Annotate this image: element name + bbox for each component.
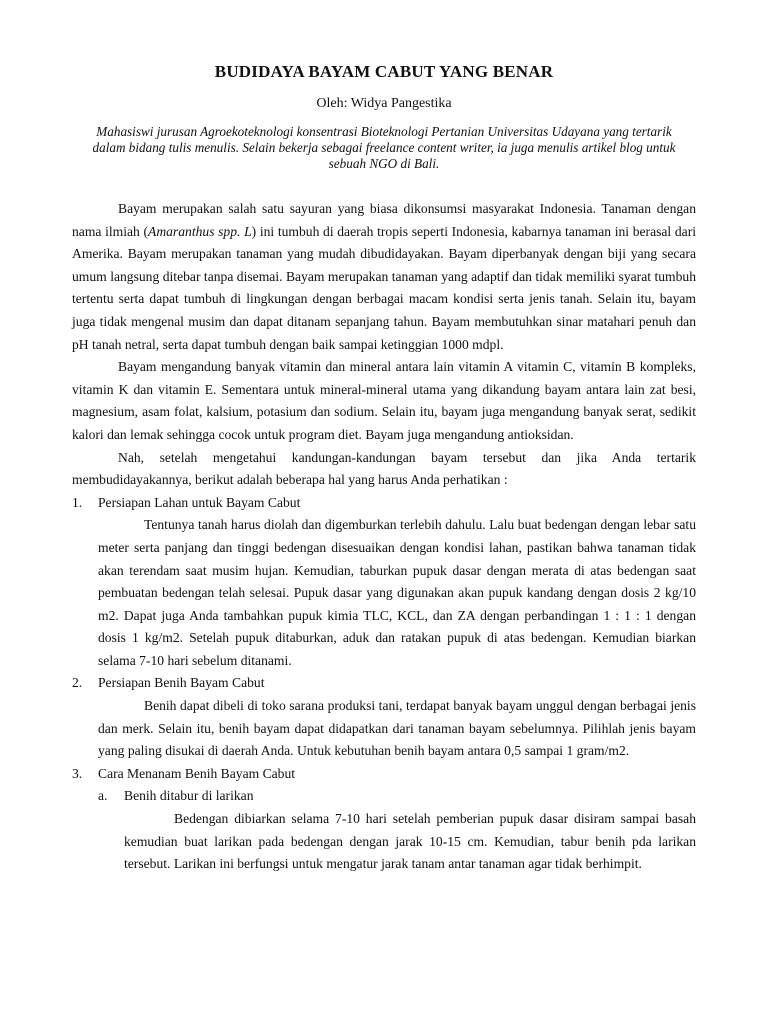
section-heading-2 <box>72 672 696 695</box>
section-title: Persiapan Lahan untuk Bayam Cabut <box>98 494 301 510</box>
section-body-2: Benih dapat dibeli di toko sarana produksi tani, terdapat banyak bayam unggul dengan berbagai jenis dan merk. Selain itu, benih bayam dapat didapatkan dari tanaman bayam sebelumnya. Pilihlah jenis bayam yang paling disukai di daerah Anda. Untuk kebutuhan benih bayam antara 0,5 sampai 1 gram/m2. <box>98 698 696 759</box>
section-title: Persiapan Benih Bayam Cabut <box>98 675 265 691</box>
section-heading-3 <box>72 763 696 786</box>
intro-paragraph-3: Nah, setelah mengetahui kandungan-kandungan bayam tersebut dan jika Anda tertarik membudidayakannya, berikut adalah beberapa hal yang harus Anda perhatikan : <box>72 449 696 488</box>
section-number: 3. <box>72 765 83 781</box>
document-title: BUDIDAYA BAYAM CABUT YANG BENAR <box>214 62 554 81</box>
intro-p1-after: ) ini tumbuh di daerah tropis seperti Indonesia, kabarnya tanaman ini berasal dari Amerika. Bayam merupakan tanaman yang mudah dibudidayakan. Bayam diperbanyak dengan biji yang secara umum langsung ditebar tanpa disemai. Bayam merupakan tanaman yang adaptif dan tidak memiliki syarat tumbuh tertentu serta dapat tumbuh di lingkungan dengan berbagai macam kondisi serta jenis tanah. Selain itu, bayam juga tidak mengenal musim dan dapat ditanam sepanjang tahun. Bayam membutuhkan sinar matahari penuh dan pH tanah netral, serta dapat tumbuh dengan baik sampai ketinggian 1000 mdpl. <box>72 223 696 352</box>
subsection-title: Benih ditabur di larikan <box>124 788 254 804</box>
section-title: Cara Menanam Benih Bayam Cabut <box>98 765 296 781</box>
intro-p1-before: Bayam merupakan salah satu sayuran yang biasa dikonsumsi masyarakat Indonesia. Tanaman dengan nama ilmiah ( <box>72 201 696 239</box>
subsection-letter: a. <box>98 788 108 804</box>
scientific-name: Amaranthus spp. L <box>148 223 252 239</box>
intro-paragraph-2: Bayam mengandung banyak vitamin dan mineral antara lain vitamin A vitamin C, vitamin B kompleks, vitamin K dan vitamin E. Sementara untuk mineral-mineral utama yang dikandung bayam antara lain zat besi, magnesium, asam folat, kalsium, potasium dan sodium. Selain itu, bayam juga mengandung banyak serat, sedikit kalori dan lemak sehingga cocok untuk program diet. Bayam juga mengandung antioksidan. <box>72 359 696 442</box>
intro-paragraph-1 <box>72 198 696 356</box>
section-number: 1. <box>72 494 83 510</box>
section-body-1: Tentunya tanah harus diolah dan digemburkan terlebih dahulu. Lalu buat bedengan dengan lebar satu meter serta panjang dan tinggi bedengan disesuaikan dengan kondisi lahan, pastikan bahwa tanaman tidak akan terendam saat musim hujan. Kemudian, taburkan pupuk dasar dengan merata di atas bedengan saat pembuatan bedengan telah selesai. Pupuk dasar yang digunakan akan pupuk kandang dengan dosis 2 kg/10 m2. Dapat juga Anda tambahkan pupuk kimia TLC, KCL, dan ZA dengan perbandingan 1 : 1 : 1 dengan dosis 1 kg/m2. Setelah pupuk ditaburkan, aduk dan ratakan pupuk di atas bedengan. Kemudian biarkan selama 7-10 hari sebelum ditanami. <box>98 517 696 668</box>
author-line: Oleh: Widya Pangestika <box>316 96 452 111</box>
section-heading-1 <box>72 492 696 515</box>
author-bio: Mahasiswi jurusan Agroekoteknologi konsentrasi Bioteknologi Pertanian Universitas Udayana yang tertarik dalam bidang tulis menulis. Selain bekerja sebagai freelance content writer, ia juga menulis artikel blog untuk sebuah NGO di Bali. <box>92 124 676 171</box>
subsection-heading-a <box>98 785 696 808</box>
section-number: 2. <box>72 675 83 691</box>
subsection-body-a: Bedengan dibiarkan selama 7-10 hari setelah pemberian pupuk dasar disiram sampai basah kemudian buat larikan pada bedengan dengan jarak 10-15 cm. Kemudian, tabur benih pda larikan tersebut. Larikan ini berfungsi untuk mengatur jarak tanam antar tanaman agar tidak berhimpit. <box>124 811 696 872</box>
